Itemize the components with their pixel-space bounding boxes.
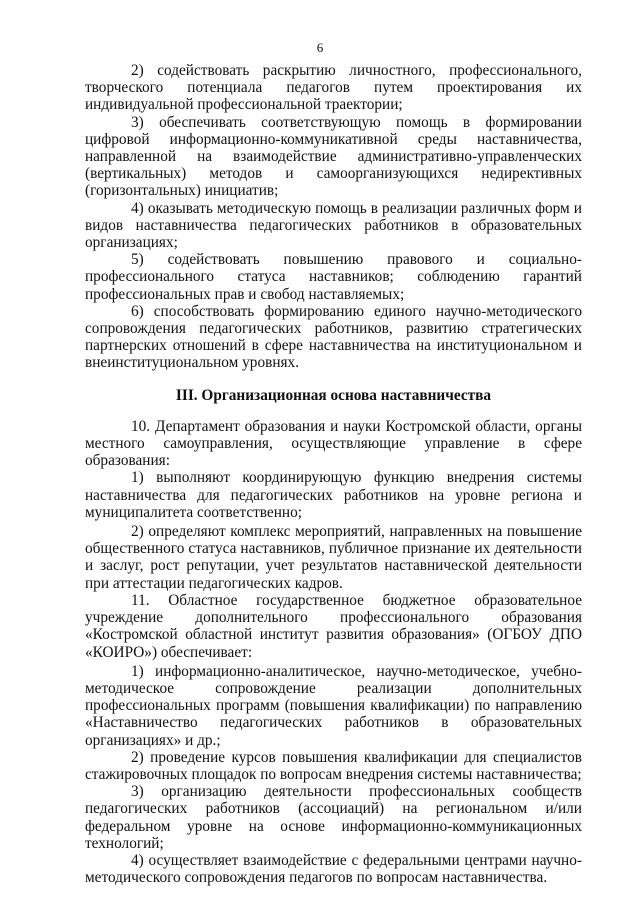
page-number: 6 (316, 40, 324, 55)
section-heading: III. Организационная основа наставничества (175, 386, 492, 404)
paragraph: 3) организацию деятельности профессиональных сообществ педагогических работников (ассоциаций) на региональном и/или федеральном уровне на основе информационно-коммуникационных технологий; (85, 783, 582, 852)
paragraph: 6) способствовать формированию единого научно-методического сопровождения педагогических работников, развитию стратегических партнерских отношений в сфере наставничества на институциональном и внеинституциональном уровнях. (85, 302, 582, 372)
paragraph: 4) оказывать методическую помощь в реализации различных форм и видов наставничества педагогических работников в образовательных организациях; (85, 199, 582, 252)
paragraph: 10. Департамент образования и науки Костромской области, органы местного самоуправления, осуществляющие управление в сфере образования: (85, 417, 582, 470)
paragraph: 1) информационно-аналитическое, научно-методическое, учебно-методическое сопровождение реализации дополнительных профессиональных программ (повышения квалификации) по направлению «Наставничество педагогических работников в образовательных организациях» и др.; (85, 662, 582, 749)
paragraph: 11. Областное государственное бюджетное образовательное учреждение дополнительного профессионального образования «Костромской областной институт развития образования» (ОГБОУ ДПО «КОИРО») обеспечивает: (85, 591, 582, 661)
paragraph: 3) обеспечивать соответствующую помощь в формировании цифровой информационно-коммуникативной среды наставничества, направленной на взаимодействие административно-управленческих (вертикальных) методов и самоорганизующихся недирективных (горизонтальных) инициатив; (85, 113, 582, 200)
paragraph: 2) проведение курсов повышения квалификации для специалистов стажировочных площадок по вопросам внедрения системы наставничества; (85, 748, 582, 783)
paragraph: 2) содействовать раскрытию личностного, профессионального, творческого потенциала педагогов путем проектирования их индивидуальной профессиональной траектории; (85, 62, 582, 114)
paragraph: 4) осуществляет взаимодействие с федеральными центрами научно-методического сопровождения педагогов по вопросам наставничества. (85, 851, 582, 887)
paragraph: 2) определяют комплекс мероприятий, направленных на повышение общественного статуса наставников, публичное признание их деятельности и заслуг, рост репутации, учет результатов наставнической деятельности при аттестации педагогических кадров. (85, 523, 582, 592)
document-body (85, 62, 582, 886)
paragraph: 5) содействовать повышению правового и социально-профессионального статуса наставников; соблюдению гарантий профессиональных прав и свобод наставляемых; (85, 251, 582, 303)
paragraph: 1) выполняют координирующую функцию внедрения системы наставничества для педагогических работников на уровне региона и муниципалитета соответственно; (85, 469, 582, 521)
